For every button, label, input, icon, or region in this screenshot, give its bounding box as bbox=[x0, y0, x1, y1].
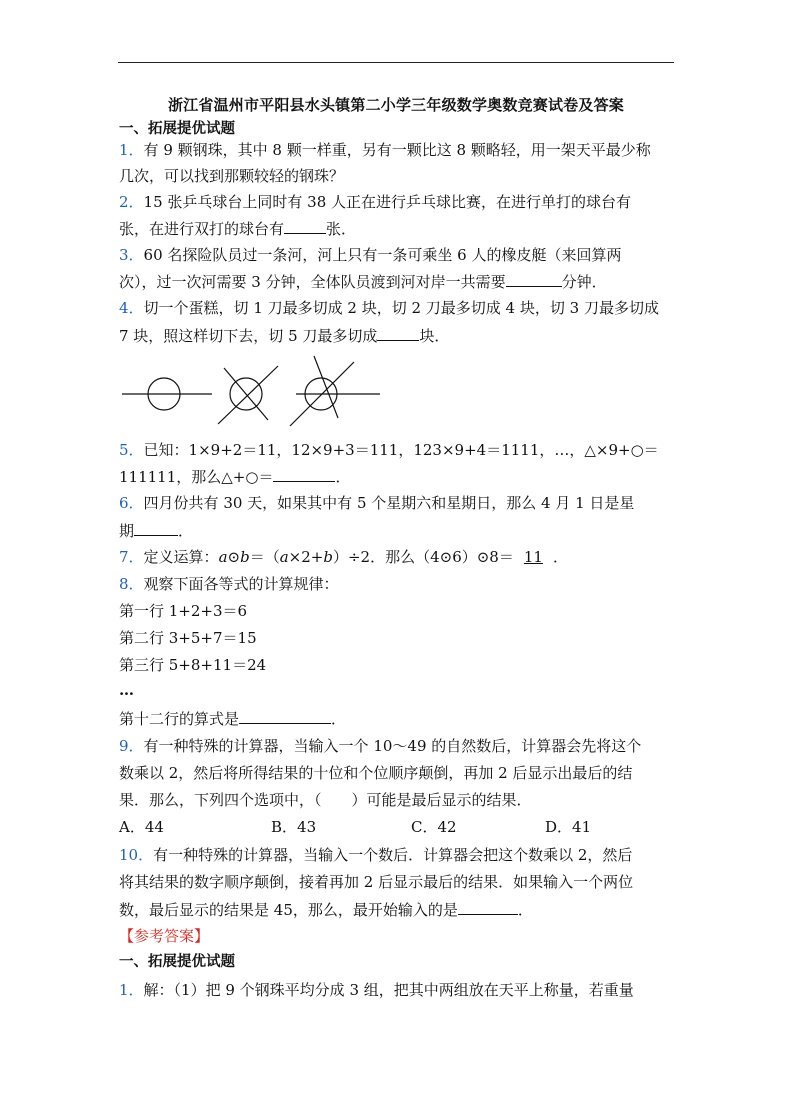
variable-b: b bbox=[323, 548, 333, 566]
question-3-line-1 bbox=[119, 245, 622, 265]
question-2-line-1 bbox=[119, 192, 631, 212]
question-8-row-2: 第二行 3+5+7＝15 bbox=[119, 629, 257, 647]
filled-answer: 11 bbox=[523, 548, 543, 566]
cut-2-figure bbox=[218, 366, 278, 424]
question-number: 3． bbox=[119, 246, 144, 264]
variable-a: a bbox=[279, 548, 289, 566]
question-1-line-2 bbox=[119, 166, 344, 186]
cut-3-figure bbox=[290, 356, 380, 426]
question-text: 60 名探险队员过一条河，河上只有一条可乘坐 6 人的橡皮艇（来回算两 bbox=[143, 246, 622, 264]
answer-blank[interactable] bbox=[284, 218, 326, 234]
question-8-line-1 bbox=[119, 574, 339, 594]
answer-blank[interactable] bbox=[239, 708, 331, 724]
question-text: ． bbox=[331, 710, 347, 728]
option-c[interactable]: C．42 bbox=[411, 818, 457, 836]
answer-1-line-1 bbox=[119, 980, 634, 1000]
answer-blank[interactable] bbox=[134, 520, 178, 536]
question-number: 1． bbox=[119, 141, 144, 159]
question-text: ×2+ bbox=[288, 548, 324, 566]
question-text: 张． bbox=[326, 220, 357, 238]
cut-line bbox=[218, 366, 278, 424]
question-text: ． bbox=[517, 901, 533, 919]
question-text: ． bbox=[552, 548, 568, 566]
question-9-line-2: 数乘以 2，然后将所得结果的十位和个位顺序颠倒，再加 2 后显示出最后的结 bbox=[119, 764, 633, 782]
question-1-line-1 bbox=[119, 140, 651, 160]
question-4-line-2 bbox=[119, 325, 449, 346]
question-text: 分钟． bbox=[561, 273, 607, 291]
variable-b: b bbox=[240, 548, 250, 566]
question-text: 已知：1×9+2＝11，12×9+3＝111，123×9+4＝1111，…，△×9+○＝ bbox=[143, 441, 659, 459]
answer-blank[interactable] bbox=[506, 271, 562, 287]
question-text: ＝（ bbox=[249, 548, 280, 566]
cut-1-figure bbox=[122, 378, 212, 410]
question-3-line-2 bbox=[119, 271, 607, 292]
question-text: 几次，可以找到那颗较轻的钢珠？ bbox=[119, 167, 345, 185]
question-6-line-2 bbox=[119, 520, 193, 541]
answer-text: 解：（1）把 9 个钢珠平均分成 3 组，把其中两组放在天平上称量，若重量 bbox=[143, 981, 634, 999]
question-text: 有一种特殊的计算器，当输入一个 10～49 的自然数后，计算器会先将这个 bbox=[143, 737, 642, 755]
question-number: 6． bbox=[119, 494, 144, 512]
answer-heading: 【参考答案】 bbox=[119, 927, 210, 945]
question-9-line-3: 果．那么，下列四个选项中，（ ）可能是最后显示的结果． bbox=[119, 791, 532, 809]
question-number: 8． bbox=[119, 575, 144, 593]
header-rule bbox=[118, 62, 674, 63]
question-number: 5． bbox=[119, 441, 144, 459]
question-6-line-1 bbox=[119, 493, 634, 513]
question-8-ellipsis: … bbox=[119, 681, 134, 699]
answer-blank[interactable] bbox=[377, 325, 419, 341]
question-number: 10． bbox=[119, 846, 154, 864]
variable-a: a bbox=[218, 548, 228, 566]
question-9-options bbox=[119, 817, 675, 837]
question-number: 7． bbox=[119, 548, 144, 566]
question-7-line-1 bbox=[119, 547, 568, 567]
question-number: 2． bbox=[119, 193, 144, 211]
question-text: 第十二行的算式是 bbox=[119, 710, 240, 728]
option-b[interactable]: B．43 bbox=[271, 818, 317, 836]
question-text: 切一个蛋糕，切 1 刀最多切成 2 块，切 2 刀最多切成 4 块，切 3 刀最多切成 bbox=[143, 299, 659, 317]
question-8-row-1: 第一行 1+2+3＝6 bbox=[119, 602, 248, 620]
question-text: 有 9 颗钢珠，其中 8 颗一样重，另有一颗比这 8 颗略轻，用一架天平最少称 bbox=[143, 141, 651, 159]
option-a[interactable]: A．44 bbox=[119, 818, 164, 836]
question-text: 观察下面各等式的计算规律： bbox=[143, 575, 339, 593]
question-text: 四月份共有 30 天，如果其中有 5 个星期六和星期日，那么 4 月 1 日是星 bbox=[143, 494, 635, 512]
question-2-line-2 bbox=[119, 218, 356, 239]
question-text: 块． bbox=[419, 327, 450, 345]
question-text: 111111，那么△+○＝ bbox=[119, 468, 274, 486]
question-10-line-3 bbox=[119, 899, 533, 920]
question-text: 7 块，照这样切下去，切 5 刀最多切成 bbox=[119, 327, 378, 345]
page-title: 浙江省温州市平阳县水头镇第二小学三年级数学奥数竞赛试卷及答案 bbox=[167, 96, 624, 114]
question-8-line-last bbox=[119, 708, 346, 729]
odot-operator: ⊙ bbox=[227, 548, 241, 566]
question-5-line-2 bbox=[119, 466, 350, 487]
question-text: 期 bbox=[119, 522, 135, 540]
option-d[interactable]: D．41 bbox=[545, 818, 592, 836]
question-text: 有一种特殊的计算器，当输入一个数后．计算器会把这个数乘以 2，然后 bbox=[153, 846, 633, 864]
question-text: 次），过一次河需要 3 分钟，全体队员渡到河对岸一共需要 bbox=[119, 273, 506, 291]
question-4-line-1 bbox=[119, 298, 659, 318]
question-text: 数，最后显示的结果是 45，那么，最开始输入的是 bbox=[119, 901, 458, 919]
answer-section-heading: 一、拓展提优试题 bbox=[119, 954, 235, 970]
answer-number: 1． bbox=[119, 981, 144, 999]
section-heading: 一、拓展提优试题 bbox=[119, 121, 235, 137]
question-text: ）÷2．那么（4⊙6）⊙8＝ bbox=[332, 548, 514, 566]
question-number: 9． bbox=[119, 737, 144, 755]
question-text: 15 张乒乓球台上同时有 38 人正在进行乒乓球比赛，在进行单打的球台有 bbox=[143, 193, 632, 211]
question-text: 张，在进行双打的球台有 bbox=[119, 220, 285, 238]
question-5-line-1 bbox=[119, 440, 659, 460]
answer-blank[interactable] bbox=[273, 466, 335, 482]
answer-blank[interactable] bbox=[458, 899, 518, 915]
question-10-line-2: 将其结果的数字顺序颠倒，接着再加 2 后显示最后的结果．如果输入一个两位 bbox=[119, 873, 634, 891]
question-text: 定义运算： bbox=[143, 548, 219, 566]
question-10-line-1 bbox=[119, 845, 632, 865]
question-text: ． bbox=[178, 522, 194, 540]
cake-cut-figure bbox=[118, 352, 388, 432]
question-9-line-1 bbox=[119, 736, 641, 756]
question-number: 4． bbox=[119, 299, 144, 317]
question-text: ． bbox=[335, 468, 351, 486]
question-8-row-3: 第三行 5+8+11＝24 bbox=[119, 656, 267, 674]
